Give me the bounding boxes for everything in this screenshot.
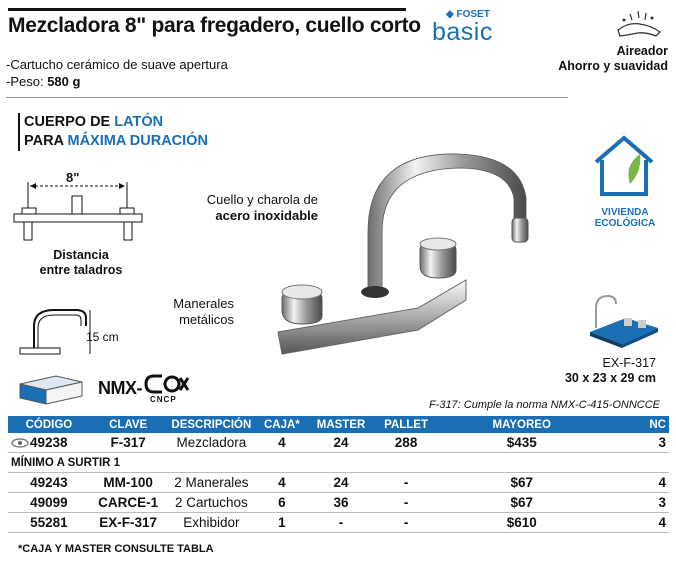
callout-manerales <box>140 296 234 328</box>
cell-nc: 3 <box>606 493 669 513</box>
title-rule <box>8 8 406 11</box>
header-nc: NC <box>606 416 669 433</box>
exhibidor-size: 30 x 23 x 29 cm <box>564 371 656 385</box>
table-row <box>8 473 669 493</box>
aireador-title: Aireador <box>616 44 668 58</box>
cell-master: 24 <box>308 433 375 453</box>
cell-master: 36 <box>308 493 375 513</box>
dim-8-label: 8" <box>66 170 80 185</box>
cuerpo-text-1: CUERPO DE <box>24 114 115 130</box>
brand-basic-logo: basic <box>432 18 493 46</box>
cuerpo-laton-heading <box>18 113 208 151</box>
callout-cuello <box>180 192 318 224</box>
header-clave: CLAVE <box>90 416 167 433</box>
table-row <box>8 513 669 533</box>
eye-icon[interactable] <box>11 438 29 448</box>
exhibidor-code: EX-F-317 <box>602 356 656 370</box>
cell-mayoreo: $610 <box>438 513 606 533</box>
dim-15-label: 15 cm <box>86 330 119 344</box>
cell-caja: 6 <box>256 493 307 513</box>
exhibidor-label <box>520 356 656 386</box>
faucet-product-image <box>268 140 548 370</box>
header-master: MASTER <box>308 416 375 433</box>
cell-nc: 4 <box>606 513 669 533</box>
cell-descripcion: Mezcladora <box>167 433 257 453</box>
distancia-label <box>26 248 136 278</box>
header-pallet: PALLET <box>375 416 438 433</box>
cell-pallet: - <box>375 473 438 493</box>
table-header-row <box>8 416 669 433</box>
footnote: *CAJA Y MASTER CONSULTE TABLA <box>18 543 214 555</box>
cell-codigo <box>8 433 90 453</box>
foset-shield-icon: ◆ <box>446 9 454 20</box>
minimo-row <box>8 453 669 473</box>
aireador-subtitle: Ahorro y suavidad <box>558 59 668 73</box>
divider <box>6 97 568 98</box>
cell-nc: 4 <box>606 473 669 493</box>
spout-height-diagram <box>14 296 94 358</box>
cell-codigo: 49099 <box>8 493 90 513</box>
header-caja: CAJA* <box>256 416 307 433</box>
cell-clave: F-317 <box>90 433 167 453</box>
header-mayoreo: MAYOREO <box>438 416 606 433</box>
cuerpo-text-2: PARA <box>24 133 68 149</box>
cell-master: - <box>308 513 375 533</box>
nmx-logo: NMX- <box>98 378 142 398</box>
page-title: Mezcladora 8" para fregadero, cuello corto <box>8 14 421 37</box>
cell-codigo: 49243 <box>8 473 90 493</box>
feature-cartucho: -Cartucho cerámico de suave apertura <box>6 57 228 72</box>
distancia-line-2: entre taladros <box>39 263 123 277</box>
cell-descripcion: Exhibidor <box>167 513 257 533</box>
table-row <box>8 433 669 453</box>
cell-caja: 4 <box>256 473 307 493</box>
codigo-value: 49238 <box>30 435 68 450</box>
cell-clave: CARCE-1 <box>90 493 167 513</box>
cell-clave: MM-100 <box>90 473 167 493</box>
callout-cuello-line-2: acero inoxidable <box>215 208 318 223</box>
minimo-label: MÍNIMO A SURTIR 1 <box>8 453 669 473</box>
cell-pallet: 288 <box>375 433 438 453</box>
cuerpo-duracion: MÁXIMA DURACIÓN <box>67 133 208 149</box>
cncp-logo-icon <box>142 374 190 394</box>
distancia-line-1: Distancia <box>53 248 109 262</box>
header-descripcion: DESCRIPCIÓN <box>167 416 257 433</box>
callout-cuello-line-1: Cuello y charola de <box>206 192 318 207</box>
cell-mayoreo: $67 <box>438 493 606 513</box>
cell-mayoreo: $435 <box>438 433 606 453</box>
table-row <box>8 493 669 513</box>
cell-pallet: - <box>375 513 438 533</box>
cell-codigo: 55281 <box>8 513 90 533</box>
eco-line-2: ECOLÓGICA <box>594 218 656 229</box>
brand-top-text: FOSET <box>456 9 490 20</box>
peso-value: 580 g <box>47 74 81 89</box>
header-codigo: CÓDIGO <box>8 416 90 433</box>
callout-manerales-line-1: Manerales <box>173 296 234 311</box>
cell-nc: 3 <box>606 433 669 453</box>
cell-pallet: - <box>375 493 438 513</box>
vivienda-ecologica-label <box>585 207 665 229</box>
peso-label: -Peso: <box>6 74 44 89</box>
norma-note: F-317: Cumple la norma NMX-C-415-ONNCCE <box>428 399 660 411</box>
cncp-label: CNCP <box>150 395 177 404</box>
aireador-label <box>508 44 668 74</box>
product-box-icon <box>16 372 86 406</box>
cell-clave: EX-F-317 <box>90 513 167 533</box>
callout-manerales-line-2: metálicos <box>179 312 234 327</box>
cell-caja: 4 <box>256 433 307 453</box>
cell-mayoreo: $67 <box>438 473 606 493</box>
feature-peso <box>6 74 80 89</box>
vivienda-ecologica-icon <box>590 132 658 200</box>
faucet-spacing-diagram <box>10 180 150 250</box>
cell-descripcion: 2 Manerales <box>167 473 257 493</box>
eco-line-1: VIVIENDA <box>601 207 649 218</box>
cell-caja: 1 <box>256 513 307 533</box>
cuerpo-laton: LATÓN <box>114 114 164 130</box>
price-table <box>8 416 669 533</box>
cell-master: 24 <box>308 473 375 493</box>
cell-descripcion: 2 Cartuchos <box>167 493 257 513</box>
exhibidor-image <box>586 288 662 348</box>
hand-water-icon <box>610 8 666 42</box>
